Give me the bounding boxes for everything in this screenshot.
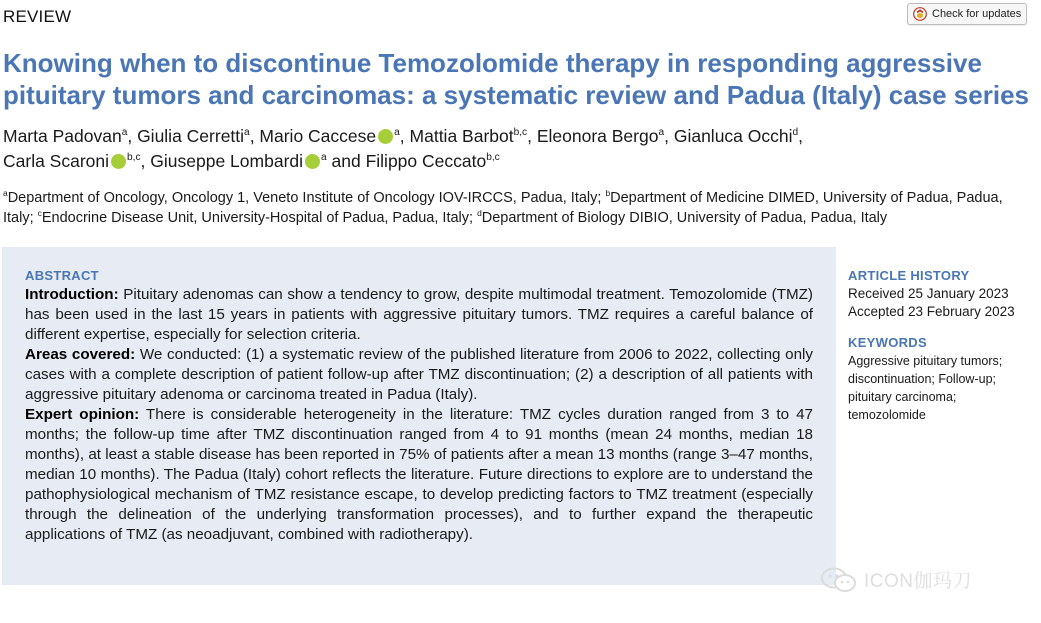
keyword-line: temozolomide — [848, 408, 926, 422]
author-separator: , — [664, 126, 674, 146]
author-name: Giuseppe Lombardi — [150, 151, 304, 171]
paragraph-text: We conducted: (1) a systematic review of the published literature from 2006 to 2022, collecting only cases with a complete description of patient follow-up after TMZ discontinuation; (2) a description of all patients with aggressive pituitary adenoma or carcinoma treated in Padua (Italy). — [25, 346, 813, 403]
affiliation-mark: b,c — [513, 127, 528, 139]
paragraph-text: Pituitary adenomas can show a tendency to grow, despite multimodal treatment. Temozolomide (TMZ) has been used in the last 15 years in patients with aggressive pituitary tumors. TMZ requires a careful balance of different expertise, especially for selection criteria. — [25, 286, 813, 343]
abstract-expert-opinion — [25, 405, 813, 545]
author-name: Filippo Ceccato — [365, 151, 487, 171]
affiliation-mark: a — [658, 127, 665, 139]
affiliation-mark: a — [394, 127, 400, 139]
affiliation-mark: a — [121, 127, 128, 139]
author-separator: , — [798, 126, 804, 146]
affiliation-mark: c — [37, 208, 42, 219]
paragraph-label: Expert opinion: — [25, 406, 140, 423]
author-name: Carla Scaroni — [3, 151, 110, 171]
article-title: Knowing when to discontinue Temozolomide therapy in responding aggressive pituitary tumors and carcinomas: a systematic review and Padua (Italy) case series — [3, 48, 1029, 110]
affiliation-mark: d — [477, 208, 482, 219]
received-date: Received 25 January 2023 — [848, 286, 1009, 301]
abstract-content — [25, 267, 813, 545]
abstract-areas-covered — [25, 345, 813, 405]
author-list — [3, 124, 1033, 174]
wechat-icon — [820, 567, 858, 593]
affiliations — [3, 188, 1033, 228]
article-history-heading: ARTICLE HISTORY — [848, 268, 970, 283]
affiliation-mark: b — [605, 188, 611, 199]
keyword-line: discontinuation; Follow-up; — [848, 372, 996, 386]
check-for-updates-button[interactable] — [907, 3, 1027, 25]
paragraph-text: There is considerable heterogeneity in the literature: TMZ cycles duration ranged from 3 to 47 months; the follow-up time after TMZ discontinuation ranged from 4 to 91 months (mean 24 months, median 18 months), at least a stable disease has been reported in 75% of patients after a mean 13 months (range 3–47 months, median 10 months). The Padua (Italy) cohort reflects the literature. Future directions to explore are to understand the pathophysiological mechanism of TMZ resistance escape, to develop predicting factors to TMZ treatment (especially through the delineation of the underlying transformation processes), and to further expand the therapeutic applications of TMZ (as neoadjuvant, combined with radiotherapy). — [25, 406, 813, 543]
affiliation-text: Department of Oncology, Oncology 1, Veneto Institute of Oncology IOV-IRCCS, Padua, Italy; — [7, 190, 606, 206]
author-name: Giulia Cerretti — [137, 126, 245, 146]
accepted-date: Accepted 23 February 2023 — [848, 304, 1015, 319]
author-separator: and — [326, 151, 366, 171]
check-for-updates-label: Check for updates — [932, 8, 1022, 20]
paragraph-label: Introduction: — [25, 286, 119, 303]
check-updates-icon — [913, 7, 927, 21]
author-name: Marta Padovan — [3, 126, 122, 146]
orcid-icon[interactable] — [305, 154, 320, 169]
author-name: Mario Caccese — [259, 126, 377, 146]
affiliation-text: Department of Biology DIBIO, University of Padua, Padua, Italy — [481, 210, 888, 226]
section-label: REVIEW — [3, 7, 72, 26]
watermark-text: ICON伽玛刀 — [864, 571, 973, 592]
affiliation-mark: a — [321, 152, 327, 164]
keyword-line: pituitary carcinoma; — [848, 390, 957, 404]
affiliation-mark: a — [244, 127, 250, 139]
author-separator: , — [527, 126, 537, 146]
watermark — [820, 566, 972, 593]
author-name: Eleonora Bergo — [536, 126, 659, 146]
orcid-icon[interactable] — [111, 154, 126, 169]
affiliation-mark: b,c — [486, 152, 500, 164]
author-separator: , — [249, 126, 260, 146]
affiliation-text: Department of Medicine DIMED, University of Padua, Padua, Italy; — [3, 190, 1003, 226]
abstract-heading: ABSTRACT — [25, 268, 99, 283]
article-sidebar — [848, 267, 1038, 424]
abstract-introduction — [25, 285, 813, 345]
affiliation-mark: b,c — [127, 152, 141, 164]
author-separator: , — [140, 151, 151, 171]
affiliation-text: Endocrine Disease Unit, University-Hospital of Padua, Padua, Italy; — [41, 210, 478, 226]
author-separator: , — [399, 126, 410, 146]
author-name: Gianluca Occhi — [673, 126, 793, 146]
orcid-icon[interactable] — [378, 129, 393, 144]
keywords-heading: KEYWORDS — [848, 335, 927, 350]
affiliation-mark: a — [3, 188, 8, 199]
author-separator: , — [127, 126, 138, 146]
affiliation-mark: d — [792, 127, 799, 139]
keyword-line: Aggressive pituitary tumors; — [848, 354, 1003, 368]
paragraph-label: Areas covered: — [25, 346, 136, 363]
author-name: Mattia Barbot — [409, 126, 514, 146]
